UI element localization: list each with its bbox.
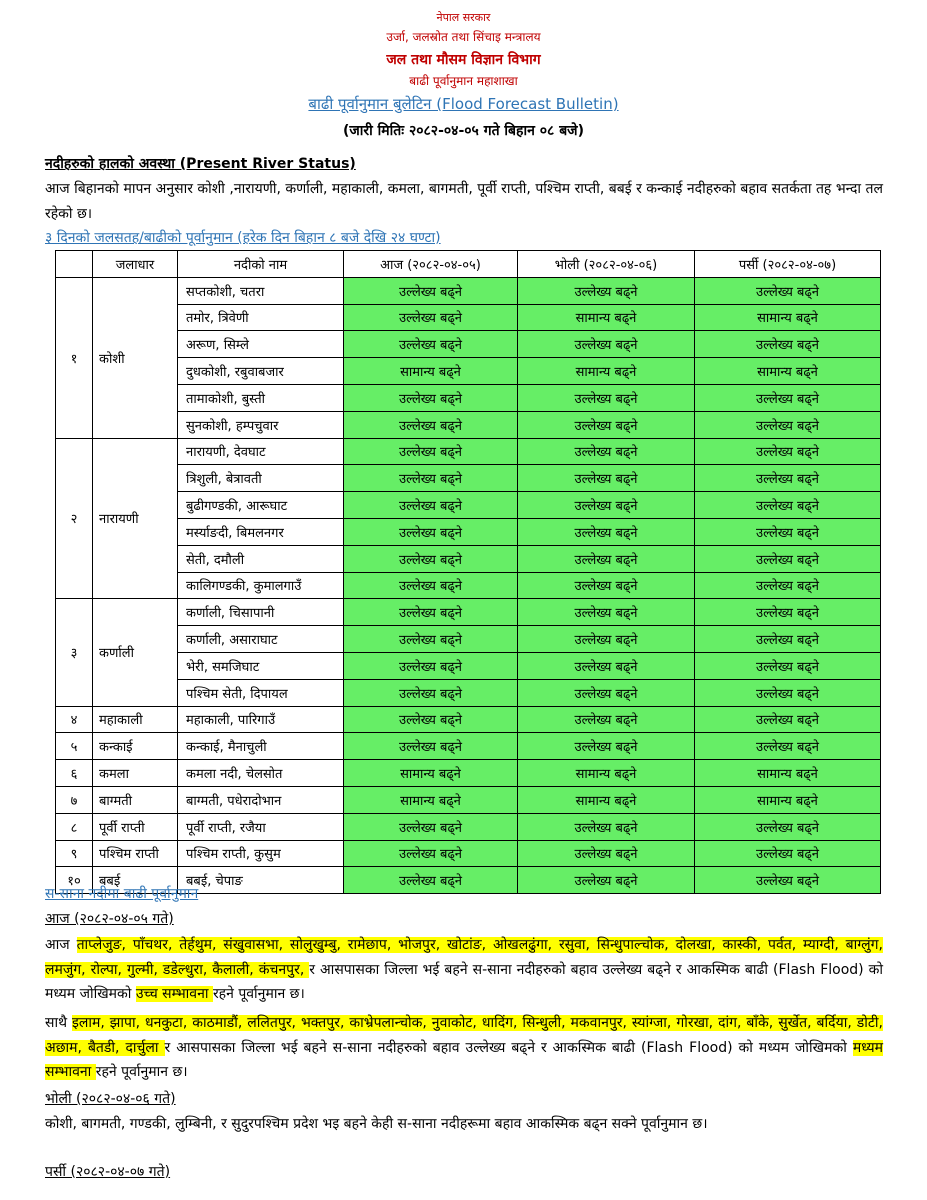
forecast-dayafter: सामान्य बढ्ने xyxy=(695,304,881,331)
high-risk-districts: ताप्लेजुङ, पाँचथर, तेर्हथुम, संखुवासभा, सोलुखुम्बु, रामेछाप, भोजपुर, खोटांङ, ओखलढुंगा, रसुवा, सिन्धुपाल्चोक, दोलखा, कास्की, पर्वत, म्याग्दी, बाग्लुंग, लमजुंग, रोल्पा, गुल्मी, डडेल्धुरा, कैलाली, कंचनपुर, xyxy=(45,937,884,978)
dayafter-label: पर्सी (२०८२-०४-०७ गते) xyxy=(45,1164,171,1180)
forecast-today: उल्लेख्य बढ्ने xyxy=(344,438,518,465)
table-row xyxy=(56,840,881,867)
forecast-tomorrow: उल्लेख्य बढ्ने xyxy=(518,813,695,840)
table-row xyxy=(56,384,881,411)
river-station: कमला नदी, चेलसोत xyxy=(178,760,344,787)
forecast-dayafter: सामान्य बढ्ने xyxy=(695,358,881,385)
forecast-tomorrow: उल्लेख्य बढ्ने xyxy=(518,411,695,438)
forecast-tomorrow: उल्लेख्य बढ्ने xyxy=(518,384,695,411)
basin-number: ९ xyxy=(56,840,93,867)
forecast-tomorrow: सामान्य बढ्ने xyxy=(518,760,695,787)
para2-tail: रहने पूर्वानुमान छ। xyxy=(95,1064,188,1080)
col-header-tomorrow: भोली (२०८२-०४-०६) xyxy=(518,251,695,278)
forecast-today: उल्लेख्य बढ्ने xyxy=(344,652,518,679)
table-row xyxy=(56,760,881,787)
para1-lead: आज xyxy=(45,937,77,953)
basin-number: ६ xyxy=(56,760,93,787)
table-row xyxy=(56,572,881,599)
forecast-dayafter: उल्लेख्य बढ्ने xyxy=(695,545,881,572)
basin-number: ८ xyxy=(56,813,93,840)
forecast-today: सामान्य बढ्ने xyxy=(344,760,518,787)
col-header-dayafter: पर्सी (२०८२-०४-०७) xyxy=(695,251,881,278)
river-station: महाकाली, पारिगाउँ xyxy=(178,706,344,733)
forecast-today: उल्लेख्य बढ्ने xyxy=(344,599,518,626)
river-station: कालिगण्डकी, कुमालगाउँ xyxy=(178,572,344,599)
small-rivers-paragraph-tomorrow: कोशी, बागमती, गण्डकी, लुम्बिनी, र सुदुरपश्चिम प्रदेश भइ बहने केही स-साना नदीहरूमा बहाव आकस्मिक बढ्न सक्ने पूर्वानुमान छ। xyxy=(45,1116,708,1132)
river-station: भेरी, समजिघाट xyxy=(178,652,344,679)
table-row xyxy=(56,545,881,572)
para1-tail: रहने पूर्वानुमान छ। xyxy=(212,986,305,1002)
forecast-dayafter: सामान्य बढ्ने xyxy=(695,760,881,787)
forecast-dayafter: उल्लेख्य बढ्ने xyxy=(695,599,881,626)
basin-number: ५ xyxy=(56,733,93,760)
river-station: कर्णाली, चिसापानी xyxy=(178,599,344,626)
basin-name: बबई xyxy=(93,867,178,894)
basin-name: कर्णाली xyxy=(93,599,178,706)
today-label: आज (२०८२-०४-०५ गते) xyxy=(45,911,174,927)
forecast-dayafter: उल्लेख्य बढ्ने xyxy=(695,706,881,733)
forecast-dayafter: उल्लेख्य बढ्ने xyxy=(695,411,881,438)
basin-name: पश्चिम राप्ती xyxy=(93,840,178,867)
small-rivers-paragraph-medium xyxy=(45,1011,883,1085)
forecast-tomorrow: उल्लेख्य बढ्ने xyxy=(518,652,695,679)
forecast-tomorrow: सामान्य बढ्ने xyxy=(518,304,695,331)
forecast-tomorrow: उल्लेख्य बढ्ने xyxy=(518,545,695,572)
forecast-today: उल्लेख्य बढ्ने xyxy=(344,518,518,545)
medium-probability-label: मध्यम सम्भावना xyxy=(45,1039,883,1080)
forecast-table xyxy=(55,250,881,894)
table-row xyxy=(56,706,881,733)
bulletin-title: बाढी पूर्वानुमान बुलेटिन (Flood Forecast Bulletin) xyxy=(308,95,619,113)
basin-name: नारायणी xyxy=(93,438,178,599)
forecast-dayafter: उल्लेख्य बढ्ने xyxy=(695,679,881,706)
river-station: त्रिशुली, बेत्रावती xyxy=(178,465,344,492)
basin-name: बाग्मती xyxy=(93,786,178,813)
forecast-today: उल्लेख्य बढ्ने xyxy=(344,411,518,438)
river-station: कन्काई, मैनाचुली xyxy=(178,733,344,760)
table-row xyxy=(56,786,881,813)
forecast-today: उल्लेख्य बढ्ने xyxy=(344,492,518,519)
river-station: पश्चिम सेती, दिपायल xyxy=(178,679,344,706)
table-row xyxy=(56,304,881,331)
forecast-today: सामान्य बढ्ने xyxy=(344,786,518,813)
small-rivers-paragraph-high xyxy=(45,933,883,1007)
forecast-tomorrow: उल्लेख्य बढ्ने xyxy=(518,492,695,519)
basin-number: २ xyxy=(56,438,93,599)
basin-number: ३ xyxy=(56,599,93,706)
present-status-heading: नदीहरुको हालको अवस्था (Present River Status) xyxy=(45,156,356,172)
forecast-dayafter: उल्लेख्य बढ्ने xyxy=(695,813,881,840)
header-ministry: उर्जा, जलस्रोत तथा सिंचाइ मन्त्रालय xyxy=(386,30,541,44)
forecast-tomorrow: उल्लेख्य बढ्ने xyxy=(518,840,695,867)
river-station: बाग्मती, पधेरादोभान xyxy=(178,786,344,813)
forecast-dayafter: उल्लेख्य बढ्ने xyxy=(695,465,881,492)
river-station: बबई, चेपाङ xyxy=(178,867,344,894)
basin-number: १ xyxy=(56,277,93,438)
forecast-today: उल्लेख्य बढ्ने xyxy=(344,813,518,840)
basin-name: कमला xyxy=(93,760,178,787)
issue-date: (जारी मितिः २०८२-०४-०५ गते बिहान ०८ बजे) xyxy=(343,123,584,139)
forecast-today: उल्लेख्य बढ्ने xyxy=(344,331,518,358)
forecast-tomorrow: उल्लेख्य बढ्ने xyxy=(518,277,695,304)
forecast-dayafter: उल्लेख्य बढ्ने xyxy=(695,652,881,679)
forecast-today: उल्लेख्य बढ्ने xyxy=(344,867,518,894)
basin-name: पूर्वी राप्ती xyxy=(93,813,178,840)
forecast-dayafter: उल्लेख्य बढ्ने xyxy=(695,492,881,519)
forecast-today: उल्लेख्य बढ्ने xyxy=(344,706,518,733)
col-header-today: आज (२०८२-०४-०५) xyxy=(344,251,518,278)
forecast-today: उल्लेख्य बढ्ने xyxy=(344,626,518,653)
table-row xyxy=(56,438,881,465)
table-row xyxy=(56,679,881,706)
forecast-today: उल्लेख्य बढ्ने xyxy=(344,572,518,599)
forecast-dayafter: उल्लेख्य बढ्ने xyxy=(695,518,881,545)
present-status-text: आज बिहानको मापन अनुसार कोशी ,नारायणी, कर्णाली, महाकाली, कमला, बागमती, पूर्वी राप्ती, पश्चिम राप्ती, बबई र कन्काई नदीहरुको बहाव सतर्कता तह भन्दा तल रहेको छ। xyxy=(45,181,883,222)
river-station: अरूण, सिम्ले xyxy=(178,331,344,358)
basin-number: ७ xyxy=(56,786,93,813)
col-header-no xyxy=(56,251,93,278)
forecast-tomorrow: उल्लेख्य बढ्ने xyxy=(518,679,695,706)
forecast-tomorrow: उल्लेख्य बढ्ने xyxy=(518,706,695,733)
forecast-tomorrow: उल्लेख्य बढ्ने xyxy=(518,867,695,894)
forecast-tomorrow: उल्लेख्य बढ्ने xyxy=(518,438,695,465)
table-row xyxy=(56,626,881,653)
table-row xyxy=(56,733,881,760)
table-row xyxy=(56,518,881,545)
forecast-tomorrow: सामान्य बढ्ने xyxy=(518,358,695,385)
medium-risk-districts: इलाम, झापा, धनकुटा, काठमाडौं, ललितपुर, भक्तपुर, काभ्रेपलान्चोक, नुवाकोट, धादिंग, सिन्धुली, मकवानपुर, स्यांग्जा, गोरखा, दांग, बाँके, सुर्खेत, बर्दिया, डोटी, अछाम, बैतडी, दार्चुला xyxy=(45,1015,883,1056)
river-station: नारायणी, देवघाट xyxy=(178,438,344,465)
basin-number: ४ xyxy=(56,706,93,733)
header-division: बाढी पूर्वानुमान महाशाखा xyxy=(409,74,518,88)
forecast-tomorrow: उल्लेख्य बढ्ने xyxy=(518,572,695,599)
forecast-tomorrow: उल्लेख्य बढ्ने xyxy=(518,626,695,653)
forecast-tomorrow: उल्लेख्य बढ्ने xyxy=(518,331,695,358)
forecast-tomorrow: उल्लेख्य बढ्ने xyxy=(518,518,695,545)
table-row xyxy=(56,652,881,679)
para2-body: र आसपासका जिल्ला भई बहने स-साना नदीहरुको बहाव उल्लेख्य बढ्ने र आकस्मिक बाढी (Flash Flood) को मध्यम जोखिमको xyxy=(164,1039,853,1056)
forecast-tomorrow: सामान्य बढ्ने xyxy=(518,786,695,813)
river-station: दुधकोशी, रबुवाबजार xyxy=(178,358,344,385)
forecast-header-row xyxy=(56,251,881,278)
basin-name: कन्काई xyxy=(93,733,178,760)
forecast-table-body xyxy=(56,277,881,893)
forecast-dayafter: उल्लेख्य बढ्ने xyxy=(695,438,881,465)
river-station: मर्स्याङदी, बिमलनगर xyxy=(178,518,344,545)
small-rivers-heading: स-साना नदीमा बाढी पूर्वानुमान xyxy=(45,886,199,902)
basin-number: १० xyxy=(56,867,93,894)
forecast-dayafter: उल्लेख्य बढ्ने xyxy=(695,331,881,358)
forecast-tomorrow: उल्लेख्य बढ्ने xyxy=(518,599,695,626)
header-government: नेपाल सरकार xyxy=(436,11,491,24)
forecast-today: उल्लेख्य बढ्ने xyxy=(344,465,518,492)
forecast-tomorrow: उल्लेख्य बढ्ने xyxy=(518,733,695,760)
forecast-today: उल्लेख्य बढ्ने xyxy=(344,545,518,572)
forecast-today: उल्लेख्य बढ्ने xyxy=(344,304,518,331)
river-station: तामाकोशी, बुस्ती xyxy=(178,384,344,411)
table-row xyxy=(56,813,881,840)
river-station: बुढीगण्डकी, आरूघाट xyxy=(178,492,344,519)
forecast-dayafter: उल्लेख्य बढ्ने xyxy=(695,733,881,760)
forecast-dayafter: उल्लेख्य बढ्ने xyxy=(695,277,881,304)
basin-name: कोशी xyxy=(93,277,178,438)
forecast-today: उल्लेख्य बढ्ने xyxy=(344,840,518,867)
para1-body: र आसपासका जिल्ला भई बहने स-साना नदीहरुको बहाव उल्लेख्य बढ्ने र आकस्मिक बाढी (Flash Flood) को मध्यम जोखिमको xyxy=(45,961,884,1002)
river-station: तमोर, त्रिवेणी xyxy=(178,304,344,331)
forecast-today: उल्लेख्य बढ्ने xyxy=(344,679,518,706)
table-row xyxy=(56,465,881,492)
river-station: सुनकोशी, हम्पचुवार xyxy=(178,411,344,438)
forecast-dayafter: उल्लेख्य बढ्ने xyxy=(695,840,881,867)
table-row xyxy=(56,411,881,438)
river-station: पूर्वी राप्ती, रजैया xyxy=(178,813,344,840)
forecast-dayafter: उल्लेख्य बढ्ने xyxy=(695,626,881,653)
forecast-heading: ३ दिनको जलसतह/बाढीको पूर्वानुमान (हरेक दिन बिहान ८ बजे देखि २४ घण्टा) xyxy=(45,230,441,246)
col-header-basin: जलाधार xyxy=(93,251,178,278)
table-row xyxy=(56,277,881,304)
forecast-dayafter: सामान्य बढ्ने xyxy=(695,786,881,813)
river-station: सप्तकोशी, चतरा xyxy=(178,277,344,304)
forecast-dayafter: उल्लेख्य बढ्ने xyxy=(695,384,881,411)
forecast-dayafter: उल्लेख्य बढ्ने xyxy=(695,572,881,599)
forecast-dayafter: उल्लेख्य बढ्ने xyxy=(695,867,881,894)
tomorrow-label: भोली (२०८२-०४-०६ गते) xyxy=(45,1091,176,1107)
table-row xyxy=(56,331,881,358)
table-row xyxy=(56,599,881,626)
river-station: सेती, दमौली xyxy=(178,545,344,572)
forecast-today: उल्लेख्य बढ्ने xyxy=(344,277,518,304)
header-department: जल तथा मौसम विज्ञान विभाग xyxy=(386,52,541,68)
river-station: कर्णाली, असाराघाट xyxy=(178,626,344,653)
table-row xyxy=(56,358,881,385)
high-probability-label: उच्च सम्भावना xyxy=(135,986,213,1002)
forecast-today: सामान्य बढ्ने xyxy=(344,358,518,385)
col-header-river: नदीको नाम xyxy=(178,251,344,278)
forecast-today: उल्लेख्य बढ्ने xyxy=(344,384,518,411)
table-row xyxy=(56,492,881,519)
para2-lead: साथै xyxy=(45,1015,73,1031)
basin-name: महाकाली xyxy=(93,706,178,733)
forecast-today: उल्लेख्य बढ्ने xyxy=(344,733,518,760)
forecast-tomorrow: उल्लेख्य बढ्ने xyxy=(518,465,695,492)
river-station: पश्चिम राप्ती, कुसुम xyxy=(178,840,344,867)
